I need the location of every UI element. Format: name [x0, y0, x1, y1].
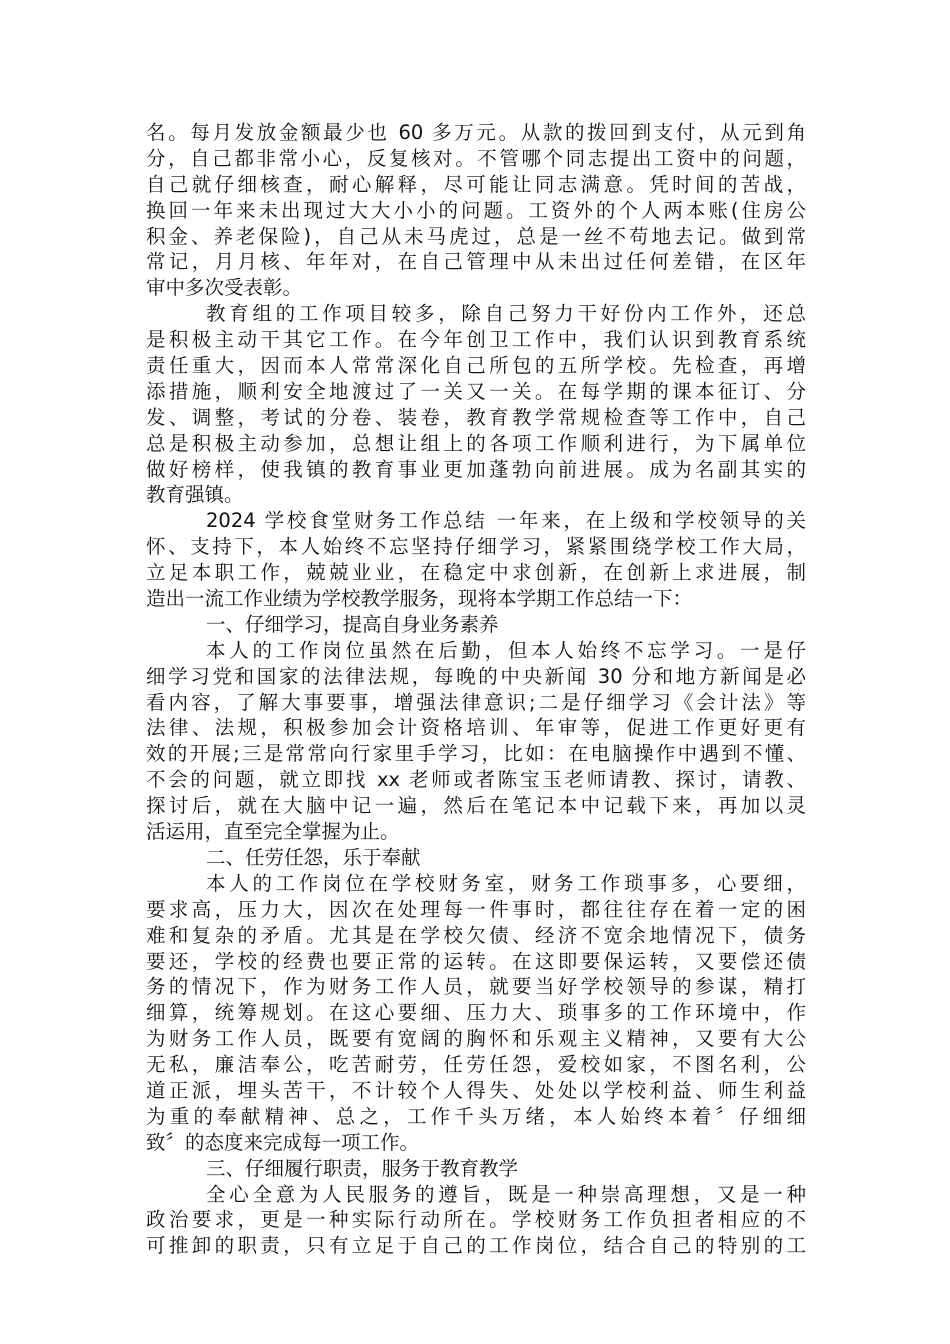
text-line: 要求高，压力大，因次在处理每一件事时，都往往存在着一定的困	[146, 897, 806, 921]
text-line: 常记，月月核、年年对，在自己管理中从未出过任何差错，在区年	[146, 250, 806, 274]
text-line: 本人的工作岗位虽然在后勤，但本人始终不忘学习。一是仔	[206, 638, 806, 662]
text-line: 细算，统筹规划。在这心要细、压力大、琐事多的工作环境中，作	[146, 1001, 806, 1025]
text-line: 教育组的工作项目较多，除自己努力干好份内工作外，还总	[206, 302, 806, 326]
text-line: 法律、法规，积极参加会计资格培训、年审等，促进工作更好更有	[146, 716, 806, 740]
text-line: 政治要求，更是一种实际行动所在。学校财务工作负担者相应的不	[146, 1208, 806, 1232]
text-line: 为重的奉献精神、总之，工作千头万绪，本人始终本着〞仔细细	[146, 1104, 806, 1128]
text-line: 怀、支持下，本人始终不忘坚持仔细学习，紧紧围绕学校工作大局，	[146, 535, 806, 559]
text-line: 要还，学校的经费也要正常的运转。在这即要保运转，又要偿还债	[146, 949, 806, 973]
text-line: 教育强镇。	[146, 483, 244, 507]
text-line: 是积极主动干其它工作。在今年创卫工作中，我们认识到教育系统	[146, 328, 806, 352]
text-line: 无私，廉洁奉公，吃苦耐劳，任劳任怨，爱校如家，不图名利，公	[146, 1053, 806, 1077]
text-line: 活运用，直至完全掌握为止。	[146, 820, 400, 844]
text-line: 分，自己都非常小心，反复核对。不管哪个同志提出工资中的问题，	[146, 146, 806, 170]
text-line: 名。每月发放金额最少也 60 多万元。从款的拨回到支付，从元到角	[146, 121, 806, 144]
text-line: 务的情况下，作为财务工作人员，就要当好学校领导的参谋，精打	[146, 975, 806, 999]
text-line: 道正派，埋头苦干，不计较个人得失、处处以学校利益、师生利益	[146, 1078, 806, 1102]
text-line: 责任重大，因而本人常常深化自己所包的五所学校。先检查，再增	[146, 354, 806, 378]
document-page	[146, 120, 806, 1259]
text-line: 细学习党和国家的法律法规，每晚的中央新闻 30 分和地方新闻是必	[146, 664, 806, 688]
text-line: 添措施，顺利安全地渡过了一关又一关。在每学期的课本征订、分	[146, 379, 806, 403]
text-line: 总是积极主动参加，总想让组上的各项工作顺利进行，为下属单位	[146, 431, 806, 455]
text-line: 本人的工作岗位在学校财务室，财务工作琐事多，心要细，	[206, 871, 806, 895]
text-line: 效的开展;三是常常向行家里手学习，比如：在电脑操作中遇到不懂、	[146, 742, 806, 766]
text-line: 可推卸的职责，只有立足于自己的工作岗位，结合自己的特别的工	[146, 1234, 806, 1258]
text-line: 看内容，了解大事要事，增强法律意识;二是仔细学习《会计法》等	[146, 690, 806, 714]
text-line: 难和复杂的矛盾。尤其是在学校欠债、经济不宽余地情况下，债务	[146, 923, 806, 947]
text-line: 审中多次受表彰。	[146, 276, 303, 300]
text-line: 造出一流工作业绩为学校教学服务，现将本学期工作总结一下：	[146, 587, 693, 611]
text-line: 做好榜样，使我镇的教育事业更加蓬勃向前进展。成为名副其实的	[146, 457, 806, 481]
text-line: 不会的问题，就立即找 xx 老师或者陈宝玉老师请教、探讨，请教、	[146, 768, 806, 792]
text-line: 发、调整，考试的分卷、装卷，教育教学常规检查等工作中，自己	[146, 405, 806, 429]
text-line: 自己就仔细核查，耐心解释，尽可能让同志满意。凭时间的苦战，	[146, 172, 806, 196]
text-line: 全心全意为人民服务的遵旨，既是一种崇高理想，又是一种	[206, 1182, 806, 1206]
text-line: 积金、养老保险)，自己从未马虎过，总是一丝不苟地去记。做到常	[146, 224, 806, 248]
text-line: 立足本职工作，兢兢业业，在稳定中求创新，在创新上求进展，制	[146, 561, 806, 585]
text-line: 2024 学校食堂财务工作总结 一年来，在上级和学校领导的关	[206, 509, 806, 533]
text-line: 一、仔细学习，提高自身业务素养	[206, 612, 499, 636]
text-line: 二、任劳任怨，乐于奉献	[206, 845, 421, 869]
text-line: 为财务工作人员，既要有宽阔的胸怀和乐观主义精神，又要有大公	[146, 1027, 806, 1051]
text-line: 三、仔细履行职责，服务于教育教学	[206, 1156, 519, 1180]
text-line: 致〞的态度来完成每一项工作。	[146, 1130, 420, 1154]
text-line: 探讨后，就在大脑中记一遍，然后在笔记本中记载下来，再加以灵	[146, 794, 806, 818]
text-line: 换回一年来未出现过大大小小的问题。工资外的个人两本账(住房公	[146, 198, 806, 222]
